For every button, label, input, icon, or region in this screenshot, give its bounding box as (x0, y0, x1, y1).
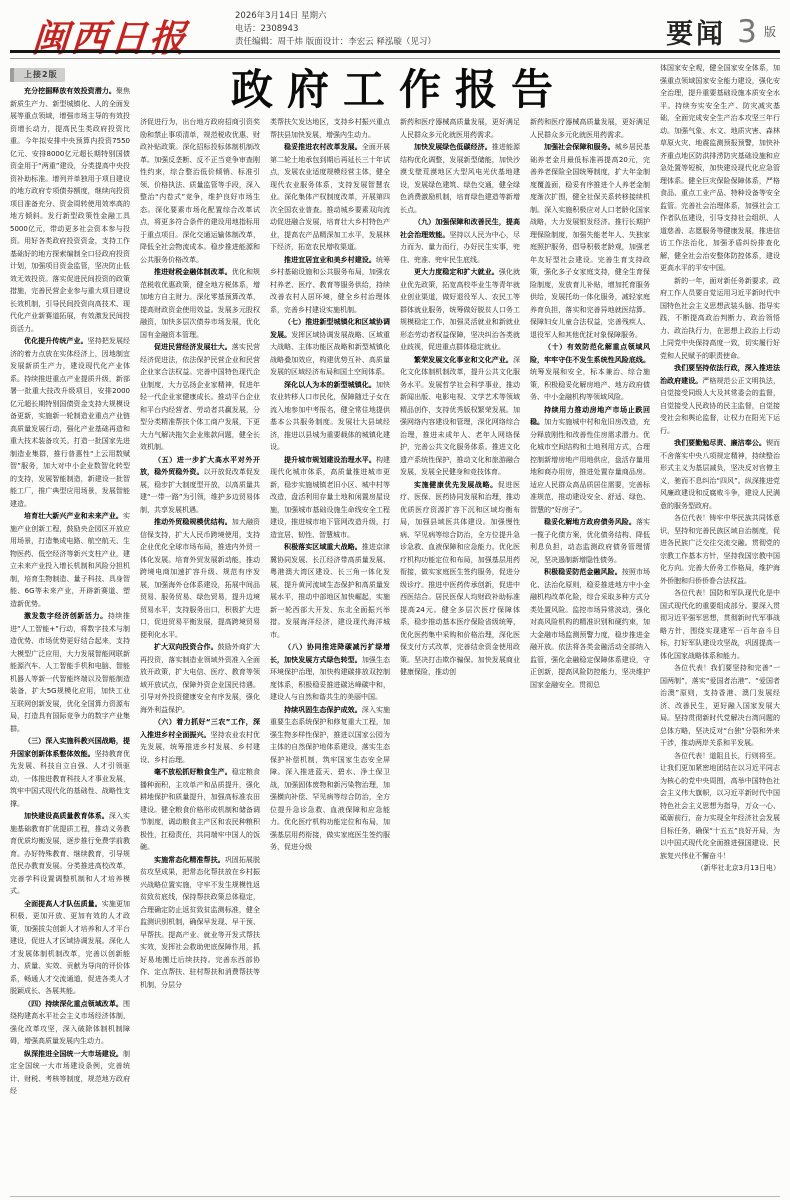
section-block (666, 12, 776, 51)
newspaper-column-5 (530, 62, 650, 1188)
page-number: 3 (737, 13, 757, 50)
column-text: 充分挖掘释放有效投资潜力。聚焦新质生产力、新型城镇化、人的全面发展等重点领域，增强市场主导的有效投资增长动力，提高民生类政府投资比重。今年拟安排中央预算内投资7550亿元、安排8000亿元超长期特别国债资金用于“两重”建设，分类提高中央投资补助标准。增列并单独用于项目建设的地方政府专项债券额度，继续向投资项目准备充分、资金周转使用效率高的地方倾斜。发行新型政策性金融工具5000亿元，带动更多社会资本参与投资。用好各类政府投资资金，支持工作基础好的地方探索编制全口径政府投资计划，加强项目资金监管，坚决防止低效无效投资。落实促进民间投资的政策措施，完善民营企业参与重大项目建设长效机制，引导民间投资向高技术、现代化产业新赛道拓展，有效激发民间投资活力。 优化提升传统产业。坚持把发展经济的着力点放在实体经济上，因地制宜发展新质生产力，建设现代化产业体系。持续推进重点产业提质升级，新部署一批重大技改升级项目，安排2000亿元超长期特别国债资金支持大规模设备更新，实施新一轮制造业重点产业链高质量发展行动，强化产业基础再造和重大技术装备攻关。打造一批国家先进制造业集群，推行普惠性“上云用数赋智”服务，加大对中小企业数智化转型的支持，发展智能制造，新建设一批智能工厂，推广典型应用场景，发展智能建造。 培育壮大新兴产业和未来产业。实施产业创新工程，鼓励央企园区开放应用场景，打造集成电路、航空航天、生物医药、低空经济等新兴支柱产业，建立未来产业投入增长机制和风险分担机制，培育生物制造、量子科技、具身智能、6G等未来产业，开辟新赛道、塑造新优势。 激发数字经济创新活力。持续推进“人工智能+”行动，将数字技术与制造优势、市场优势更好结合起来，支持大模型广泛应用，大力发展智能网联新能源汽车、人工智能手机和电脑、智能机器人等新一代智能终端以及智能制造装备，扩大5G规模化应用，加快工业互联网创新发展，优化全国算力资源布局，打造具有国际竞争力的数字产业集群。 （三）深入实施科教兴国战略，提升国家创新体系整体效能。坚持教育优先发展、科技自立自强、人才引领驱动，一体推进教育科技人才事业发展，筑牢中国式现代化的基础性、战略性支撑。 加快建设高质量教育体系。深入实施基础教育扩优提质工程，推动义务教育优质均衡发展，逐步推行免费学前教育。办好特殊教育、继续教育，引导规范民办教育发展。分类推进高校改革，完善学科设置调整机制和人才培养模式。 全面提高人才队伍质量。实施更加积极、更加开放、更加有效的人才政策，加强拔尖创新人才培养和人才平台建设，促进人才区域协调发展。深化人才发展体制机制改革，完善以创新能力、质量、实效、贡献为导向的评价体系，畅通人才交流通道，促进各类人才脱颖成长、各展其能。 （四）持续深化重点领域改革。围绕构建高水平社会主义市场经济体制，强化改革攻坚，深入破除体制机制障碍，增强高质量发展内生动力。 纵深推进全国统一大市场建设。制定全国统一大市场建设条例，完善统计、财税、考核等制度，规范地方政府经 (10, 87, 130, 1095)
page-number-label: 版 (763, 25, 776, 39)
masthead-logo: 闽西日报 (30, 16, 190, 60)
masthead-meta (235, 10, 436, 49)
editors-line: 责任编辑：周千炜 版面设计：李宏云 释泓璇（见习） (235, 37, 436, 47)
date-line: 2026年3月14日 星期六 (235, 11, 327, 21)
continued-from-badge: 上接2版 (10, 68, 65, 82)
phone-line: 电话：2308943 (235, 24, 299, 34)
column-text: 济促进行为，出台地方政府招商引资奖励和禁止事项清单，规范税收优惠、财政补贴政策。深化招标投标体制机制改革。加强反垄断、反不正当竞争审查刚性约束，综合整治低价倾销、标准引领、价格执法、质量监管等手段，深入整治“内卷式”竞争，维护良好市场生态。深化要素市场化配置综合改革试点，将更多符合条件的建设用地指标用于重点项目。深化交通运输体制改革，降低全社会物流成本。稳步推进能源和公共服务价格改革。 推进财税金融体制改革。优化和规范税收优惠政策，健全地方税体系，增加地方自主财力。深化零基预算改革，提高财政资金使用效益。发展多元股权融资，加快多层次债券市场发展，优化国有金融资本管理。 促进民营经济发展壮大。落实民营经济促进法，依法保护民营企业和民营企业家合法权益。完善中国特色现代企业制度，大力弘扬企业家精神，促进年轻一代企业家健康成长。推动平台企业和平台内经营者、劳动者共赢发展，分型分类精准帮扶个体工商户发展，下更大力气解决拖欠企业账款问题，健全长效机制。 （五）进一步扩大高水平对外开放，稳外贸稳外资。以开放促改革促发展，稳步扩大制度型开放，以高质量共建“一带一路”为引领，维护多边贸易体制，共享发展机遇。 推动外贸稳规模优结构。加大融资信保支持，扩大人民币跨境使用，支持企业优化全球市场布局，推进内外贸一体化发展。培育外贸发展新动能，推动跨境电商加速扩容升级、规范有序发展，加强海外仓体系建设，拓展中间品贸易、服务贸易、绿色贸易，提升边境贸易水平，支持服务出口，积极扩大进口，促进贸易平衡发展，提高跨境贸易便利化水平。 扩大双向投资合作。鼓励外商扩大再投资，落实制造业领域外资准入全面放开政策，扩大电信、医疗、教育等领域开放试点，保障外资企业国民待遇。引导对外投资健康安全有序发展，强化海外利益保护。 （六）着力抓好“三农”工作，深入推进乡村全面振兴。坚持农业农村优先发展，统筹推进乡村发展、乡村建设、乡村治理。 毫不放松抓好粮食生产。稳定粮食播种面积，主攻单产和品质提升，强化耕地保护和质量提升，加强高标准农田建设。健全粮食价格形成机制和储备调节制度，调动粮食主产区和农民种粮积极性，扛稳责任，共同端牢中国人的饭碗。 实施常态化精准帮扶。巩固拓展脱贫攻坚成果，把常态化帮扶放在乡村振兴战略位置实施，守牢不发生规模性返贫致贫底线，保持帮扶政策总体稳定，合理确定防止返贫致贫监测标准，健全监测识别机制，确保早发现、早干预、早帮扶。提高产业、就业等开发式帮扶实效，发挥社会救助兜底保障作用，抓好易地搬迁后续扶持。完善东西部协作、定点帮扶、驻村帮扶和消费帮扶等机制，分层分 (140, 118, 260, 989)
article-body (10, 62, 780, 1188)
newspaper-column-6 (660, 62, 780, 1188)
newspaper-column-3 (270, 62, 390, 1188)
column-text: 新药和医疗器械高质量发展，更好满足人民群众多元化就医用药需求。 加强社会保障和服务。城乡居民基础养老金月最低标准再提高20元，完善养老保险全国统筹制度，扩大年金制度覆盖面，稳妥有序推进个人养老金制度渐次扩围，健全社保关系转移接续机制。深入实施积极应对人口老龄化国家战略，大力发展银发经济。推行长期护理保险制度，加强失能老年人、失独家庭照护服务，倡导积极老龄观，加强老年友好型社会建设。完善生育支持政策，强化多子女家庭支持，健全生育保险制度，发放育儿补贴，增加托育服务供给，发展托幼一体化服务，减轻家庭养育负担，落实和完善异地就医结算。保障妇女儿童合法权益，完善残疾人、退役军人和其他优抚对象保障服务。 （十）有效防范化解重点领域风险，牢牢守住不发生系统性风险底线。统筹发展和安全，标本兼治、综合施策，积极稳妥化解房地产、地方政府债务、中小金融机构等领域风险。 持续用力推动房地产市场止跌回稳。加力实施城中村和危旧房改造，充分释放刚性和改善性住房需求潜力。优化城市空间结构和土地利用方式，合理控制新增房地产用地供应，盘活存量用地和商办用房，推进处置存量商品房。适应人民群众高品质居住需要，完善标准规范，推动建设安全、舒适、绿色、智慧的“好房子”。 稳妥化解地方政府债务风险。落实一揽子化债方案，优化债务结构、降低利息负担，动态监测政府债务管理情况，坚决遏制新增隐性债务。 积极稳妥防范金融风险。按照市场化、法治化原则，稳妥推进地方中小金融机构改革化险，综合采取多种方式分类处置风险。监控市场异常波动，强化对高风险机构的精准识别和硬约束，加大金融市场监测预警力度，稳步推进金融开放。依法将各类金融活动全部纳入监管，强化金融稳定保障体系建设，守正创新，提高风险防控能力，坚决维护国家金融安全。贯彻总 (530, 118, 650, 689)
article-headline: 政府工作报告 (230, 65, 567, 114)
newspaper-column-1 (10, 62, 130, 1188)
page-bottom-rule (10, 1196, 780, 1197)
column-text: 新药和医疗器械高质量发展，更好满足人民群众多元化就医用药需求。 加快发展绿色低碳经济。推进能源结构优化调整，发展新型储能，加快沙漠戈壁荒漠地区大型风电光伏基地建设，发展绿色建筑、绿色交通，健全绿色消费激励机制，培育绿色建造等新增长点。 （九）加强保障和改善民生，提高社会治理效能。坚持以人民为中心，尽力而为、量力而行，办好民生实事，兜住、兜准、兜牢民生底线。 更大力度稳定和扩大就业。强化就业优先政策，拓宽高校毕业生等青年就业创业渠道，做好退役军人、农民工等群体就业服务，统筹做好脱贫人口务工规模稳定工作，加强灵活就业和新就业形态劳动者权益保障，坚决纠治各类就业歧视，促进重点群体稳定就业。 繁荣发展文化事业和文化产业。深化文化体制机制改革，提升公共文化服务水平。发展哲学社会科学事业，推动新闻出版、电影电视、文学艺术等领域精品创作，支持优秀版权繁荣发展。加强网络内容建设和管理，深化网络综合治理，推进未成年人、老年人网络保护，完善公共文化服务体系。推进文化遗产系统性保护，推动文化和旅游融合发展，发展全民健身和竞技体育。 实施健康优先发展战略。促进医疗、医保、医药协同发展和治理，推动优质医疗资源扩容下沉和区域均衡布局，加强县域医共体建设。加强慢性病、罕见病等综合防治，全方位提升急诊急救、血液保障和应急能力。优化医疗机构功能定位和布局，加强基层用药衔接，做实家庭医生签约服务，促进分级诊疗。推进中医药传承创新，促进中西医结合。居民医保人均财政补助标准提高24元。健全多层次医疗保障体系，稳步推动基本医疗保险省级统筹，优化医药集中采购和价格治理，深化医保支付方式改革，完善结余资金使用政策。坚决打击欺诈骗保。加快发展商业健康保险，推动创 (400, 118, 520, 676)
column-text: 体国家安全观，健全国家安全体系，加强重点领域国家安全能力建设，强化安全治理，提升重要基础设施本质安全水平。持续夯实安全生产、防灾减灾基础，全面完成安全生产治本攻坚三年行动。加强气象、水文、地质灾害、森林草原火灾、地震监测预报预警，加快补齐重点地区防洪排涝防灾基础设施和应急处置等短板，加快建设现代化应急管理体系。健全巨灾保险保障体系，严格食品、重点工业产品、特种设备等安全监管。完善社会治理体系，加强社会工作者队伍建设，引导支持社会组织、人道慈善、志愿服务等健康发展，推进信访工作法治化，加强矛盾纠纷排查化解，健全社会治安整体防控体系，建设更高水平的平安中国。 新的一年，面对新任务新要求，政府工作人员要自觉运用习近平新时代中国特色社会主义思想武装头脑、指导实践，不断提高政治判断力、政治领悟力、政治执行力，在思想上政治上行动上同党中央保持高度一致，切实履行好党和人民赋予的职责使命。 我们要坚持依法行政，深入推进法治政府建设。严格规范公正文明执法，自觉接受同级人大及其常委会的监督，自觉接受人民政协的民主监督，自觉接受社会和舆论监督，让权力在阳光下运行。 我们要勤勉尽责、廉洁奉公。锲而不舍落实中央八项规定精神，持续整治形式主义为基层减负，坚决反对官僚主义，驰而不息纠治“四风”。纵深推进党风廉政建设和反腐败斗争，建设人民满意的服务型政府。 各位代表！铸牢中华民族共同体意识，坚持和完善民族区域自治制度，促进各民族广泛交往交流交融。贯彻党的宗教工作基本方针，坚持我国宗教中国化方向。完善大侨务工作格局，维护海外侨胞和归侨侨眷合法权益。 各位代表！国防和军队现代化是中国式现代化的重要组成部分。要深入贯彻习近平强军思想，贯彻新时代军事战略方针，围绕实现建军一百年奋斗目标，打好军队建设攻坚战，巩固提高一体化国家战略体系和能力。 各位代表！我们要坚持和完善“一国两制”，落实“爱国者治港”、“爱国者治澳”原则，支持香港、澳门发展经济、改善民生，更好融入国家发展大局。坚持贯彻新时代党解决台湾问题的总体方略，坚决反对“台独”分裂和外来干涉，推动两岸关系和平发展。 各位代表！道阻且长，行则将至。让我们更加紧密地团结在以习近平同志为核心的党中央周围，高举中国特色社会主义伟大旗帜，以习近平新时代中国特色社会主义思想为指导，万众一心、砥砺前行，奋力实现全年经济社会发展目标任务，确保“十五五”良好开局，为以中国式现代化全面推进强国建设、民族复兴伟业不懈奋斗！ （新华社北京3月13日电） (660, 64, 780, 872)
page-header (10, 6, 780, 60)
column-grid (10, 62, 780, 1188)
section-title: 要闻 (666, 19, 727, 50)
newspaper-column-2 (140, 62, 260, 1188)
newspaper-column-4 (400, 62, 520, 1188)
column-text: 类帮扶欠发达地区，支持乡村振兴重点帮扶县加快发展，增强内生动力。 稳妥推进农村改革发展。全面开展第二轮土地承包到期后再延长三十年试点，发展农业适度规模经营主体，健全现代农业服务体系，支持发展智慧农业。深化集体产权制度改革，开展第四次全国农业普查。推动城乡要素双向流动促进融合发展，培育壮大乡村特色产业，提高农产品精深加工水平，发展林下经济，拓宽农民增收渠道。 推进宜居宜业和美乡村建设。统筹乡村基础设施和公共服务布局，加强农村养老、医疗、教育等服务供给，持续改善农村人居环境，健全乡村治理体系，完善乡村建设实施机制。 （七）推进新型城镇化和区域协调发展。发挥区域协调发展战略、区域重大战略、主体功能区战略和新型城镇化战略叠加效应，构建优势互补、高质量发展的区域经济布局和国土空间体系。 深化以人为本的新型城镇化。加快农业转移人口市民化，保障随迁子女在流入地参加中考报名，健全常住地提供基本公共服务制度。发展壮大县域经济，推进以县城为重要载体的城镇化建设。 提升城市规划建设治理水平。构建现代化城市体系，高质量推进城市更新，稳步实施城镇老旧小区、城中村等改造，盘活利用存量土地和闲置房屋设施，加强城市基础设施生命线安全工程建设，推进城市地下管网改造升级，打造宜居、韧性、智慧城市。 积极落实区域重大战略。推进京津冀协同发展、长江经济带高质量发展、粤港澳大湾区建设、长三角一体化发展，提升黄河流域生态保护和高质量发展水平，推动中部地区加快崛起，实施新一轮西部大开发、东北全面振兴举措。发展海洋经济，建设现代海洋城市。 （八）协同推进降碳减污扩绿增长，加快发展方式绿色转型。加强生态环境保护治理，加快构建碳排放双控制度体系，积极稳妥推进碳达峰碳中和，建设人与自然和谐共生的美丽中国。 持续巩固生态保护成效。深入实施重要生态系统保护和修复重大工程，加强生物多样性保护，推进以国家公园为主体的自然保护地体系建设，落实生态保护补偿机制，筑牢国家生态安全屏障。深入推进蓝天、碧水、净土保卫战，加强固体废物和新污染物治理，加强横向补偿、罕见病等综合防治，全方位提升急诊急救、血液保障和应急能力。优化医疗机构功能定位和布局，加强基层用药衔接，做实家庭医生签约服务，促进分级 (270, 118, 390, 851)
